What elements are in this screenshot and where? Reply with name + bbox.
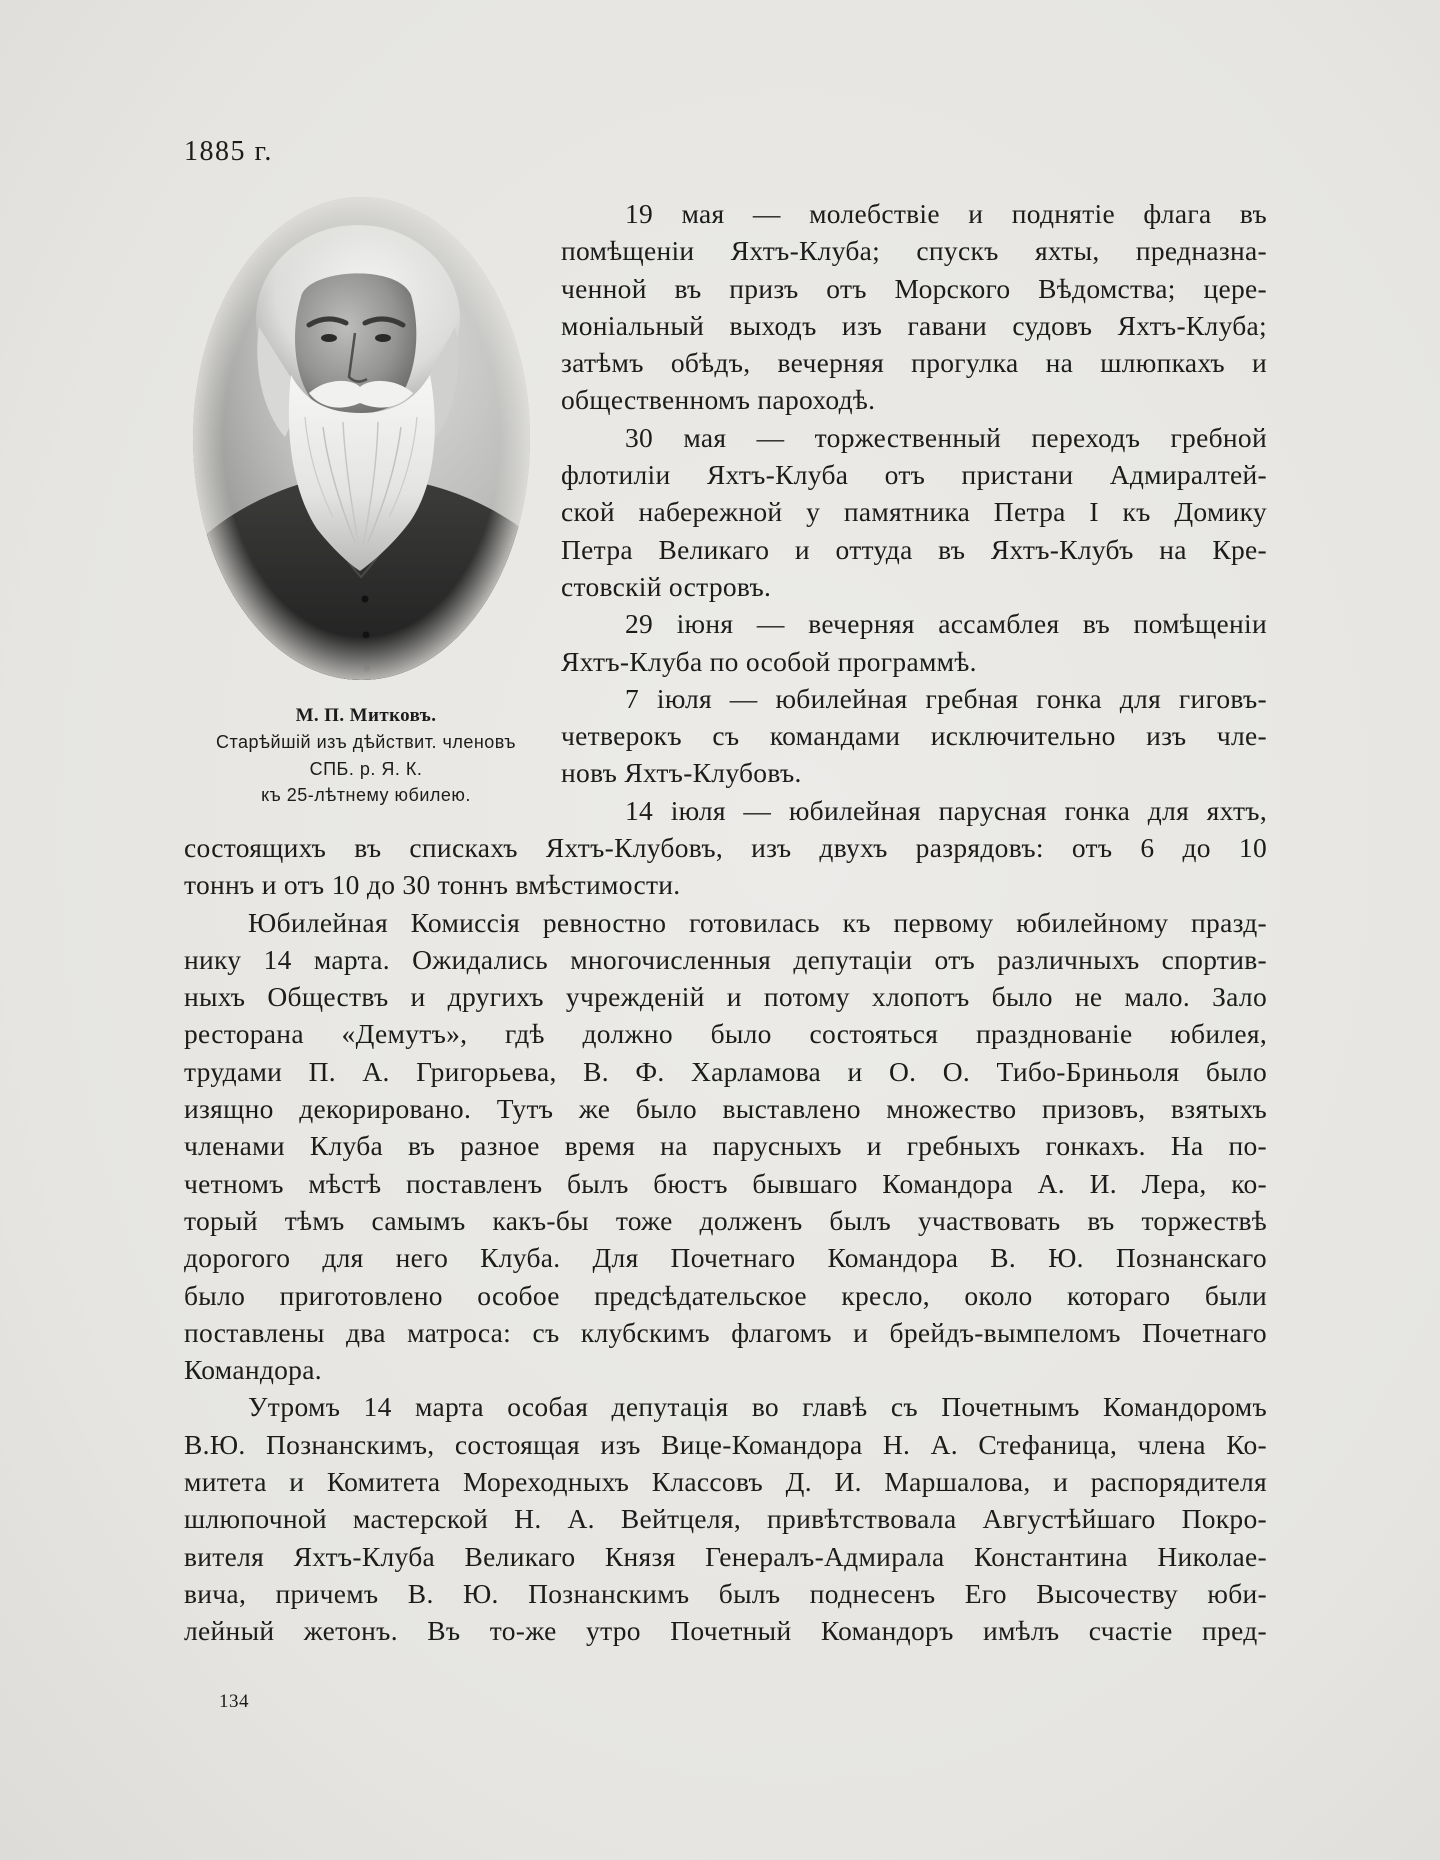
text-line: митета и Комитета Мореходныхъ Классовъ Д. И. Маршалова, и распорядителя [184, 1466, 1267, 1498]
text-line: 7 іюля — юбилейная гребная гонка для гиговъ- [625, 682, 1267, 714]
text-line: моніальный выходъ изъ гавани судовъ Яхтъ-Клуба; [561, 309, 1267, 341]
text-line: вича, причемъ В. Ю. Познанскимъ былъ поднесенъ Его Высочеству юби- [184, 1577, 1267, 1609]
text-line: помѣщеніи Яхтъ-Клуба; спускъ яхты, предназна- [561, 235, 1267, 267]
text-line: стовскій островъ. [561, 570, 772, 602]
text-line: ской набережной у памятника Петра I къ Домику [561, 496, 1267, 528]
text-line: ченной въ призъ отъ Морского Вѣдомства; цере- [561, 272, 1267, 304]
text-line: Утромъ 14 марта особая депутація во главѣ съ Почетнымъ Командоромъ [248, 1391, 1267, 1423]
page-number: 134 [219, 1691, 249, 1712]
caption-line: СПБ. р. Я. К. [309, 758, 423, 779]
year-heading: 1885 г. [184, 136, 273, 167]
text-line: состоящихъ въ спискахъ Яхтъ-Клубовъ, изъ двухъ разрядовъ: отъ 6 до 10 [184, 832, 1267, 863]
caption-line: Старѣйшій изъ дѣйствит. членовъ [215, 732, 517, 753]
text-line: лейный жетонъ. Въ то-же утро Почетный Командоръ имѣлъ счастіе пред- [184, 1615, 1267, 1647]
text-line: 30 мая — торжественный переходъ гребной [625, 421, 1267, 453]
caption-name: М. П. Митковъ. [295, 705, 437, 726]
text-line: ресторана «Демутъ», гдѣ должно было состояться празднованіе юбилея, [184, 1018, 1267, 1050]
text-line: В.Ю. Познанскимъ, состоящая изъ Вице-Командора Н. А. Стефаница, члена Ко- [184, 1428, 1267, 1460]
text-line: новъ Яхтъ-Клубовъ. [561, 757, 802, 789]
caption-line: къ 25-лѣтнему юбилею. [261, 785, 471, 806]
text-line: торый тѣмъ самымъ какъ-бы тоже долженъ былъ участвовать въ торжествѣ [184, 1204, 1267, 1236]
text-line: 19 мая — молебствіе и поднятіе флага въ [625, 198, 1267, 229]
text-line: Петра Великаго и оттуда въ Яхтъ-Клубъ на Кре- [561, 533, 1267, 565]
text-line: четверокъ съ командами исключительно изъ чле- [561, 720, 1267, 752]
text-line: 29 іюня — вечерняя ассамблея въ помѣщеніи [625, 608, 1267, 640]
text-column-full [184, 829, 1267, 1650]
text-line: общественномъ пароходѣ. [561, 384, 876, 416]
portrait-illustration [193, 197, 530, 680]
portrait-photo [193, 197, 530, 680]
text-line: членами Клуба въ разное время на парусныхъ и гребныхъ гонкахъ. На по- [184, 1130, 1267, 1162]
portrait-vignette [193, 197, 530, 680]
text-line: затѣмъ обѣдъ, вечерняя прогулка на шлюпкахъ и [561, 347, 1267, 379]
text-line: было приготовлено особое предсѣдательское кресло, около котораго были [184, 1279, 1267, 1311]
text-line: трудами П. А. Григорьева, В. Ф. Харламова и О. О. Тибо-Бриньоля было [184, 1055, 1267, 1087]
text-line: дорогого для него Клуба. Для Почетнаго Командора В. Ю. Познанскаго [184, 1242, 1267, 1274]
text-line: 14 іюля — юбилейная парусная гонка для яхтъ, [625, 794, 1267, 826]
text-column-right [561, 195, 1267, 829]
portrait-caption [190, 703, 542, 809]
text-line: четномъ мѣстѣ поставленъ былъ бюстъ бывшаго Командора А. И. Лера, ко- [184, 1167, 1267, 1199]
text-line: Командора. [184, 1354, 322, 1386]
text-line: Юбилейная Комиссія ревностно готовилась къ первому юбилейному празд- [248, 906, 1267, 938]
text-line: тоннъ и отъ 10 до 30 тоннъ вмѣстимости. [184, 869, 681, 901]
text-line: Яхтъ-Клуба по особой программѣ. [561, 645, 977, 677]
text-line: вителя Яхтъ-Клуба Великаго Князя Генералъ-Адмирала Константина Николае- [184, 1540, 1267, 1572]
text-line: ныхъ Обществъ и другихъ учрежденій и потому хлопотъ было не мало. Зало [184, 981, 1267, 1013]
text-line: шлюпочной мастерской Н. А. Вейтцеля, привѣтствовала Августѣйшаго Покро- [184, 1503, 1267, 1535]
text-line: флотиліи Яхтъ-Клуба отъ пристани Адмиралтей- [561, 459, 1267, 491]
text-line: поставлены два матроса: съ клубскимъ флагомъ и брейдъ-вымпеломъ Почетнаго [184, 1316, 1267, 1348]
text-line: изящно декорировано. Тутъ же было выставлено множество призовъ, взятыхъ [184, 1093, 1267, 1125]
text-line: нику 14 марта. Ожидались многочисленныя депутаціи отъ различныхъ спортив- [184, 943, 1267, 975]
